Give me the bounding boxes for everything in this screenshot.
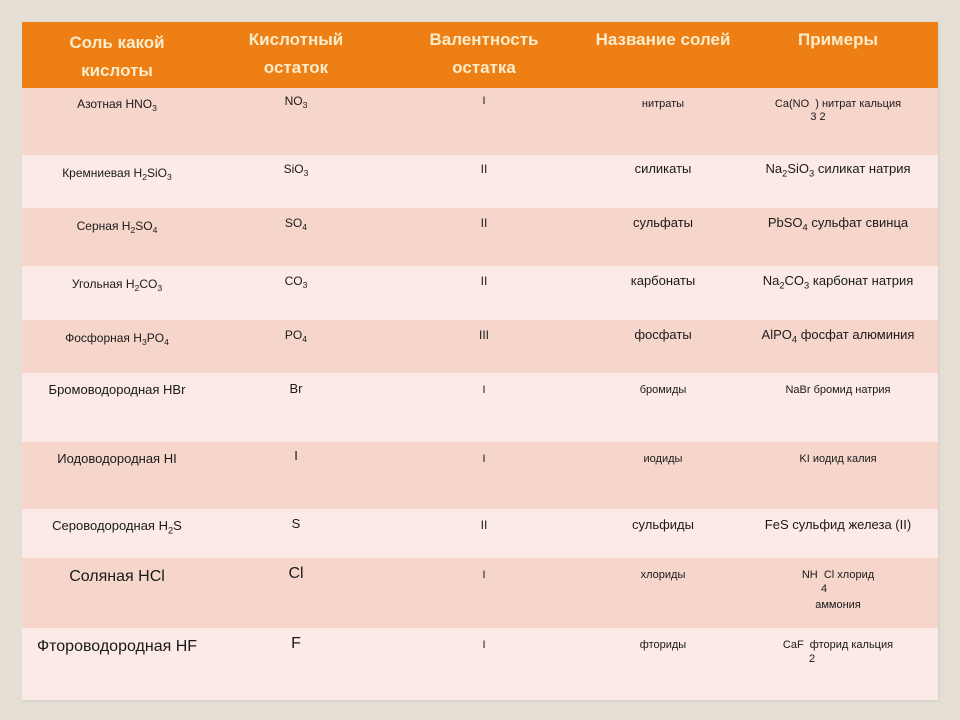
acid-cell: Азотная $HNO_3$ [77, 97, 157, 114]
salt-name-cell: фосфаты [634, 327, 692, 342]
acid-cell: Иодоводородная HI [57, 451, 177, 466]
example-cell: CaF фторид кальция 2 [782, 639, 894, 665]
table-row [22, 442, 938, 509]
header-examples-text: Примеры [798, 30, 878, 49]
residue-cell: $PO_4$ [284, 328, 308, 345]
acid-cell: Угольная $H_2CO_3$ [71, 277, 163, 294]
valence-cell: I [482, 384, 486, 396]
table-row [22, 509, 938, 558]
valence-cell: II [480, 518, 488, 532]
example-cell: Ca(NO ) нитрат кальция 3 2 [774, 98, 902, 123]
residue-cell: S [291, 516, 301, 531]
valence-cell: II [480, 216, 488, 230]
salt-name-cell: бромиды [639, 384, 687, 396]
table-row [22, 320, 938, 373]
acid-cell: Кремниевая $H_2SiO_3$ [62, 166, 172, 183]
example-cell: FeS сульфид железа (II) [764, 517, 912, 532]
valence-cell: III [478, 328, 489, 342]
example-cell: $Na_2SiO_3$ силикат натрия [765, 161, 911, 179]
salt-name-cell: иодиды [643, 453, 683, 465]
acid-cell: Серная $H_2SO_4$ [76, 219, 158, 236]
valence-cell: I [482, 453, 486, 465]
residue-cell: Br [289, 381, 303, 396]
table-row [22, 558, 938, 628]
acid-cell: Бромоводородная HBr [48, 382, 186, 397]
table-header [22, 22, 938, 88]
residue-cell: Cl [288, 565, 304, 582]
salt-name-cell: сульфиды [632, 517, 694, 532]
valence-cell: II [480, 162, 488, 176]
header-salt-name [588, 22, 738, 88]
header-valence-line2: остатка [452, 58, 516, 77]
table-row [22, 88, 938, 155]
salt-name-cell: нитраты [641, 98, 685, 110]
acid-cell: Соляная HCl [69, 568, 165, 585]
example-cell: AlPO$_4$ фосфат алюминия [761, 327, 915, 345]
header-acid-line2: кислоты [81, 61, 153, 80]
salt-name-cell: силикаты [634, 161, 692, 176]
salts-table [22, 22, 938, 700]
table-row [22, 373, 938, 442]
table-row [22, 208, 938, 266]
residue-cell: $CO_3$ [284, 274, 308, 291]
table-row [22, 628, 938, 700]
example-cell: NaBr бромид натрия [785, 384, 891, 396]
residue-cell: I [294, 448, 298, 463]
example-cell: KI иодид калия [799, 453, 877, 465]
salt-name-cell: карбонаты [630, 273, 696, 288]
header-valence-line1: Валентность [429, 30, 539, 49]
header-residue-line1: Кислотный [248, 30, 344, 49]
valence-cell: I [482, 639, 486, 651]
acid-cell: Фтороводородная HF [36, 638, 198, 655]
example-cell: $Na_2CO_3$ карбонат натрия [762, 273, 914, 291]
header-acid-line1: Соль какой [69, 33, 165, 52]
valence-cell: I [482, 95, 486, 107]
header-valence [380, 22, 588, 88]
salt-name-cell: фториды [639, 639, 687, 651]
valence-cell: II [480, 274, 488, 288]
example-cell: NH Cl хлорид 4 аммония [801, 569, 875, 611]
salt-name-cell: сульфаты [632, 215, 693, 230]
salt-name-cell: хлориды [640, 569, 686, 581]
header-residue [212, 22, 380, 88]
acid-cell: Сероводородная $H_2S$ [52, 518, 182, 536]
residue-cell: $NO_3$ [284, 94, 308, 111]
example-cell: PbSO$_4$ сульфат свинца [767, 215, 909, 233]
header-residue-line2: остаток [263, 58, 329, 77]
header-salt-name-text: Название солей [595, 30, 731, 49]
residue-cell: F [291, 635, 301, 652]
header-acid [22, 22, 212, 88]
acid-cell: Фосфорная $H_3PO_4$ [65, 331, 169, 348]
table-row [22, 266, 938, 320]
valence-cell: I [482, 569, 486, 581]
residue-cell: SiO$_3$ [283, 162, 309, 179]
header-examples [738, 22, 938, 88]
residue-cell: $SO_4$ [284, 216, 308, 233]
table-row [22, 155, 938, 208]
